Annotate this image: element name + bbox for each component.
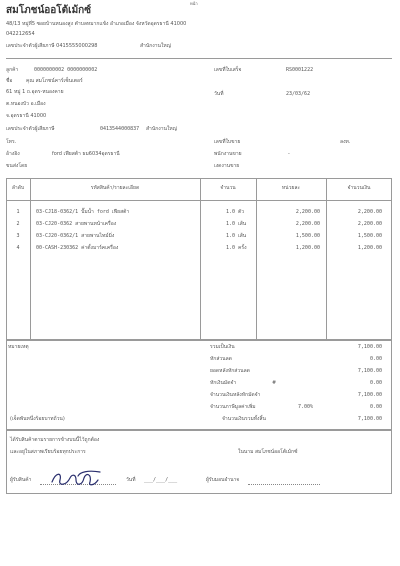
customer-tax-id: 0413544000837 [100, 126, 140, 132]
receiver-date-blank: ___/___/___ [144, 477, 178, 483]
seller-tax-id: เลขประจำตัวผู้เสียภาษี 0415555000298 [6, 43, 98, 49]
row-price: 1,200.00 [295, 245, 320, 251]
receipt-note-2: และอยู่ในสภาพเรียบร้อยทุกประการ [10, 449, 86, 455]
customer-address-2: ต.หนองบัว อ.เมือง [6, 101, 46, 107]
row-desc: 00-CASH-230362 ค่าตั้งมาร์คเครื่อง [36, 245, 119, 251]
customer-address-3: จ.อุดรธานี 41000 [6, 113, 47, 119]
vat-label: จำนวนภาษีมูลค่าเพิ่ม [210, 404, 256, 410]
customer-address-1: 61 หมู่ 1 ถ.อุดร-หนองคาย [6, 89, 64, 95]
after-discount-value: 7,100.00 [357, 368, 382, 374]
row-qty: 1.0 ตัว [226, 209, 245, 215]
doc-due-label: เงดงานขาย [214, 163, 240, 169]
header-price: หน่วยละ [281, 185, 301, 191]
row-price: 2,200.00 [295, 221, 320, 227]
company-signature-label: ในนาม สมโภชน์ออโต้เม้กซ์ [238, 449, 298, 455]
customer-name-label: ชื่อ [6, 78, 13, 84]
customer-name: คุณ สมโภชน์คาร์เซ็นเตอร์ [26, 78, 83, 84]
row-qty: 1.0 เส้น [226, 233, 247, 239]
customer-tax-label: เลขประจำตัวผู้เสียภาษี [6, 126, 55, 132]
after-discount-label: ยอดหลังหักส่วนลด [210, 368, 250, 374]
customer-code-label: ลูกค้า [6, 67, 19, 73]
seller-branch: สำนักงานใหญ่ [140, 43, 171, 49]
header-no: ลำดับ [11, 185, 25, 191]
row-amount: 2,200.00 [357, 209, 382, 215]
total-value: 7,100.00 [357, 344, 382, 350]
col-divider-4 [326, 178, 327, 340]
row-amount: 1,200.00 [357, 245, 382, 251]
doc-ship-note: ลงท. [340, 139, 351, 145]
row-desc: 03-CJ20-0362/1 สายพานไทม์มิ่ง [36, 233, 115, 239]
receipt-note-1: ได้รับสินค้าตามรายการข้างบนนี้ไว้ถูกต้อง [10, 437, 100, 443]
col-divider-1 [30, 178, 31, 340]
doc-salesman: - [288, 151, 290, 157]
after-deposit-label: จำนวนเงินหลังหักมัดจำ [210, 392, 261, 398]
col-divider-2 [200, 178, 201, 340]
approver-sign-line [248, 484, 320, 485]
doc-date-label: วันที่ [214, 91, 224, 97]
row-amount: 2,200.00 [357, 221, 382, 227]
doc-salesman-label: พนักงานขาย [214, 151, 242, 157]
header-amount: จำนวนเงิน [347, 185, 371, 191]
row-price: 2,200.00 [295, 209, 320, 215]
deposit-value: 0.00 [369, 380, 382, 386]
seller-phone: 042212654 [6, 31, 35, 37]
info-top-rule [6, 58, 392, 59]
header-qty: จำนวน [220, 185, 236, 191]
row-no: 1 [16, 209, 20, 215]
customer-ref: ford เฟียสต้า ธม6034อุดรธานี [52, 151, 120, 157]
discount-label: หักส่วนลด [210, 356, 232, 362]
seller-address: 48/13 หมู่ที่5 ซอยบ้านหนองสูง ตำบลหมากแข้ง อำเภอเมือง จังหวัดอุดรธานี 41000 [6, 21, 187, 27]
customer-tax-branch: สำนักงานใหญ่ [146, 126, 177, 132]
row-amount: 1,500.00 [357, 233, 382, 239]
doc-ship-no-label: เลขที่ใบขาย [214, 139, 241, 145]
remark-label: หมายเหตุ [8, 344, 29, 350]
items-header-rule [6, 200, 392, 201]
row-qty: 1.0 เส้น [226, 221, 247, 227]
receiver-label: ผู้รับสินค้า [10, 477, 32, 483]
row-no: 3 [16, 233, 20, 239]
row-qty: 1.0 ครั้ง [226, 245, 247, 251]
header-desc: รหัสสินค้า/รายละเอียด [90, 185, 140, 191]
vat-rate: 7.00% [298, 404, 314, 410]
row-desc: 03-CJ18-0362/1 ปั๊มน้ำ ford เฟียสต้า [36, 209, 130, 215]
row-no: 4 [16, 245, 20, 251]
receiver-date-label: วันที่ [126, 477, 136, 483]
vat-value: 0.00 [369, 404, 382, 410]
discount-value: 0.00 [369, 356, 382, 362]
customer-code: 0000000002 0000000002 [34, 67, 98, 73]
total-label: รวมเป็นเงิน [210, 344, 235, 350]
page-note: หน้า [190, 1, 198, 6]
after-deposit-value: 7,100.00 [357, 392, 382, 398]
amount-in-words: (เจ็ดพันหนึ่งร้อยบาทถ้วน) [10, 416, 65, 422]
grand-total-value: 7,100.00 [357, 416, 382, 422]
row-price: 1,500.00 [295, 233, 320, 239]
doc-date: 23/03/62 [286, 91, 311, 97]
customer-tel-label: โทร. [6, 139, 17, 145]
row-desc: 03-CJ20-0362 สายพานหน้าเครื่อง [36, 221, 117, 227]
row-no: 2 [16, 221, 20, 227]
col-divider-3 [256, 178, 257, 340]
deposit-label: หักเงินมัดจำ [210, 380, 237, 386]
doc-no: RS0001222 [286, 67, 314, 73]
customer-ref-label: อ้างอิง [6, 151, 20, 157]
items-table [6, 178, 392, 340]
seller-name: สมโภชน์ออโต้เม้กซ์ [6, 5, 92, 16]
deposit-no-label: # [272, 380, 277, 386]
doc-no-label: เลขที่ใบเสร็จ [214, 67, 242, 73]
approver-label: ผู้รับมอบอำนาจ [206, 477, 240, 483]
handwritten-signature [48, 468, 108, 490]
grand-total-label: จำนวนเงินรวมทั้งสิ้น [222, 416, 266, 422]
customer-ship-label: ขนส่งโดย [6, 163, 28, 169]
